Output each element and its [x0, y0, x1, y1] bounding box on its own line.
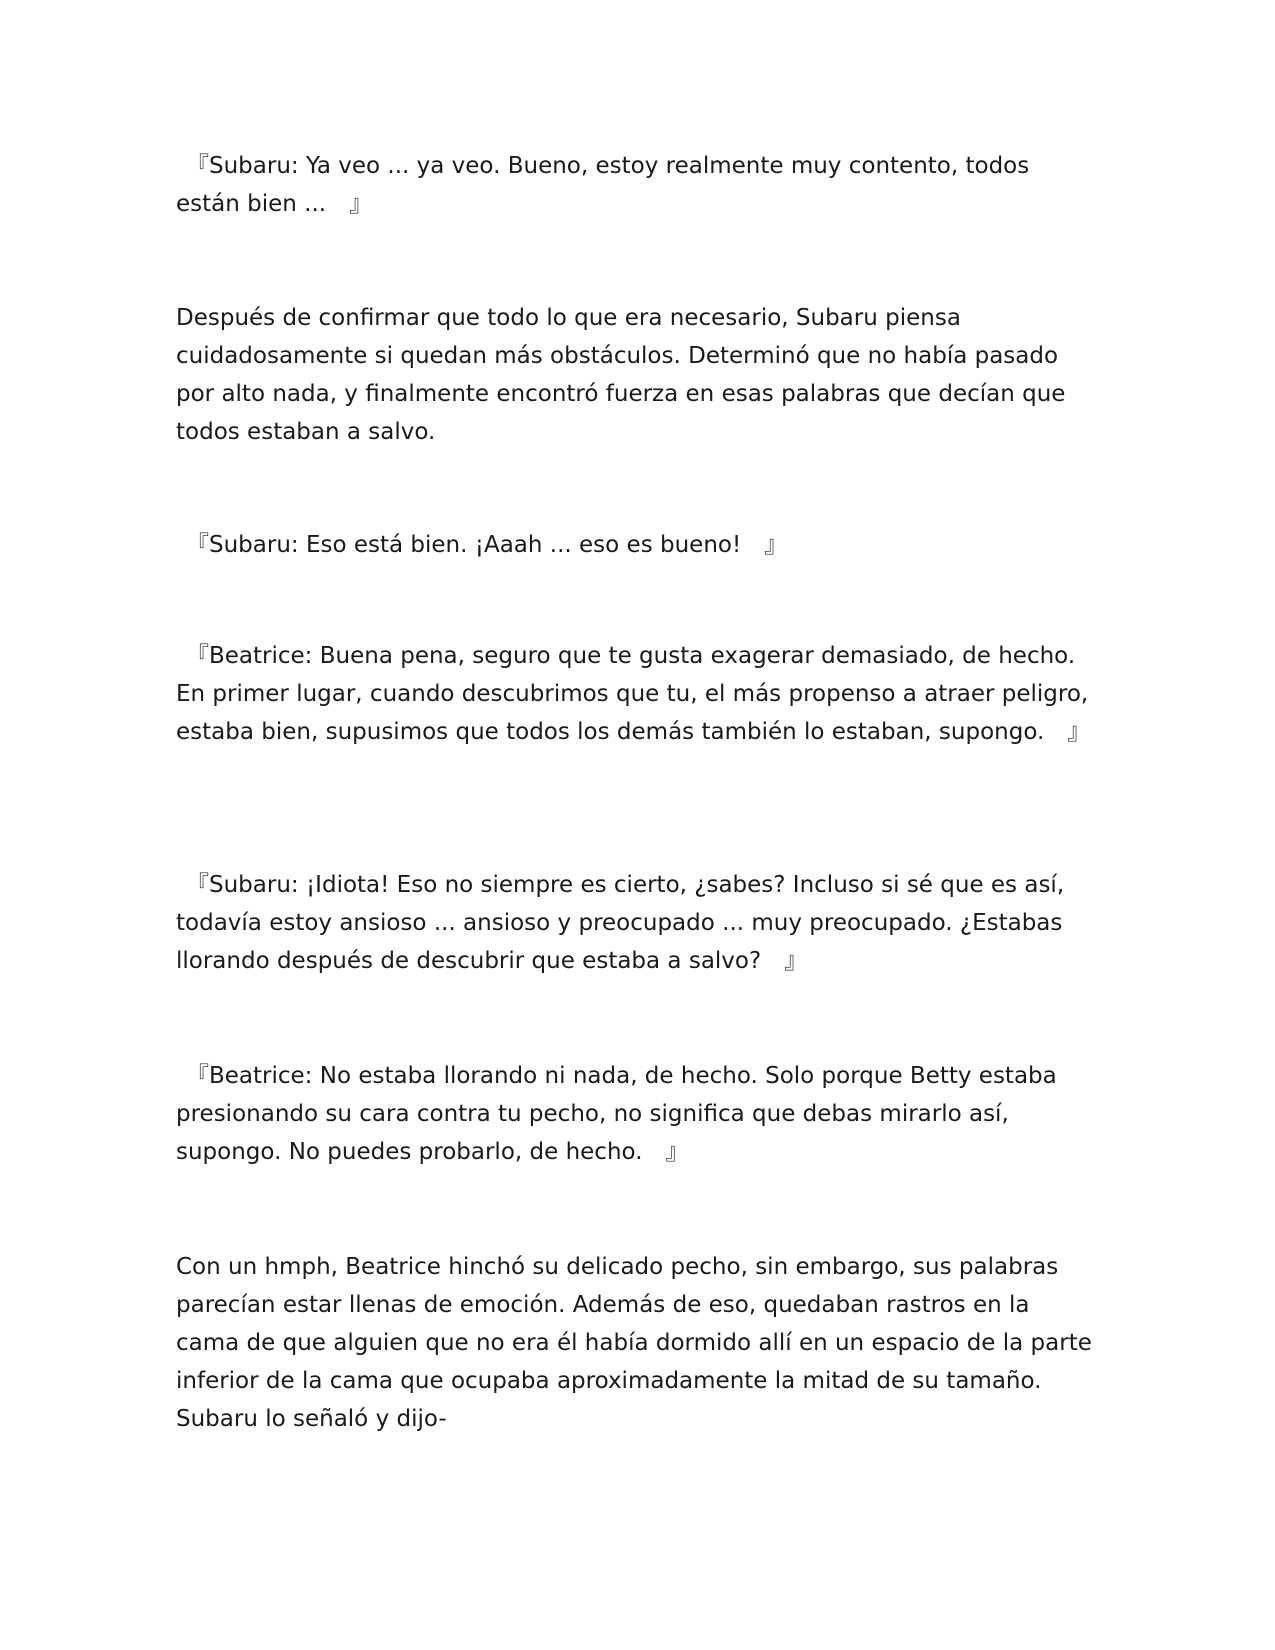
dialogue-subaru-1: 『Subaru: Ya veo ... ya veo. Bueno, estoy realmente muy contento, todos están bien ... 』 — [176, 153, 1030, 217]
dialogue-beatrice-2: 『Beatrice: No estaba llorando ni nada, de hecho. Solo porque Betty estaba presionando su cara contra tu pecho, no significa que debas mirarlo así, supongo. No puedes probarlo, de hecho. 』 — [176, 1063, 1057, 1165]
dialogue-subaru-3: 『Subaru: ¡Idiota! Eso no siempre es cierto, ¿sabes? Incluso si sé que es así, todavía estoy ansioso ... ansioso y preocupado ... muy preocupado. ¿Estabas llorando después de descubrir que estaba a salvo? 』 — [176, 872, 1065, 974]
narration-paragraph-2: Con un hmph, Beatrice hinchó su delicado pecho, sin embargo, sus palabras parecían estar llenas de emoción. Además de eso, quedaban rastros en la cama de que alguien que no era él había dormido allí en un espacio de la parte inferior de la cama que ocupaba aproximadamente la mitad de su tamaño. Subaru lo señaló y dijo- — [176, 1254, 1092, 1432]
dialogue-subaru-2: 『Subaru: Eso está bien. ¡Aaah ... eso es bueno! 』 — [186, 532, 788, 558]
narration-paragraph-1: Después de confirmar que todo lo que era necesario, Subaru piensa cuidadosamente si quedan más obstáculos. Determinó que no había pasado por alto nada, y finalmente encontró fuerza en esas palabras que decían que todos estaban a salvo. — [176, 305, 1066, 445]
dialogue-beatrice-1: 『Beatrice: Buena pena, seguro que te gusta exagerar demasiado, de hecho. En primer lugar, cuando descubrimos que tu, el más propenso a atraer peligro, estaba bien, supusimos que todos los demás también lo estaban, supongo. 』 — [176, 643, 1091, 745]
